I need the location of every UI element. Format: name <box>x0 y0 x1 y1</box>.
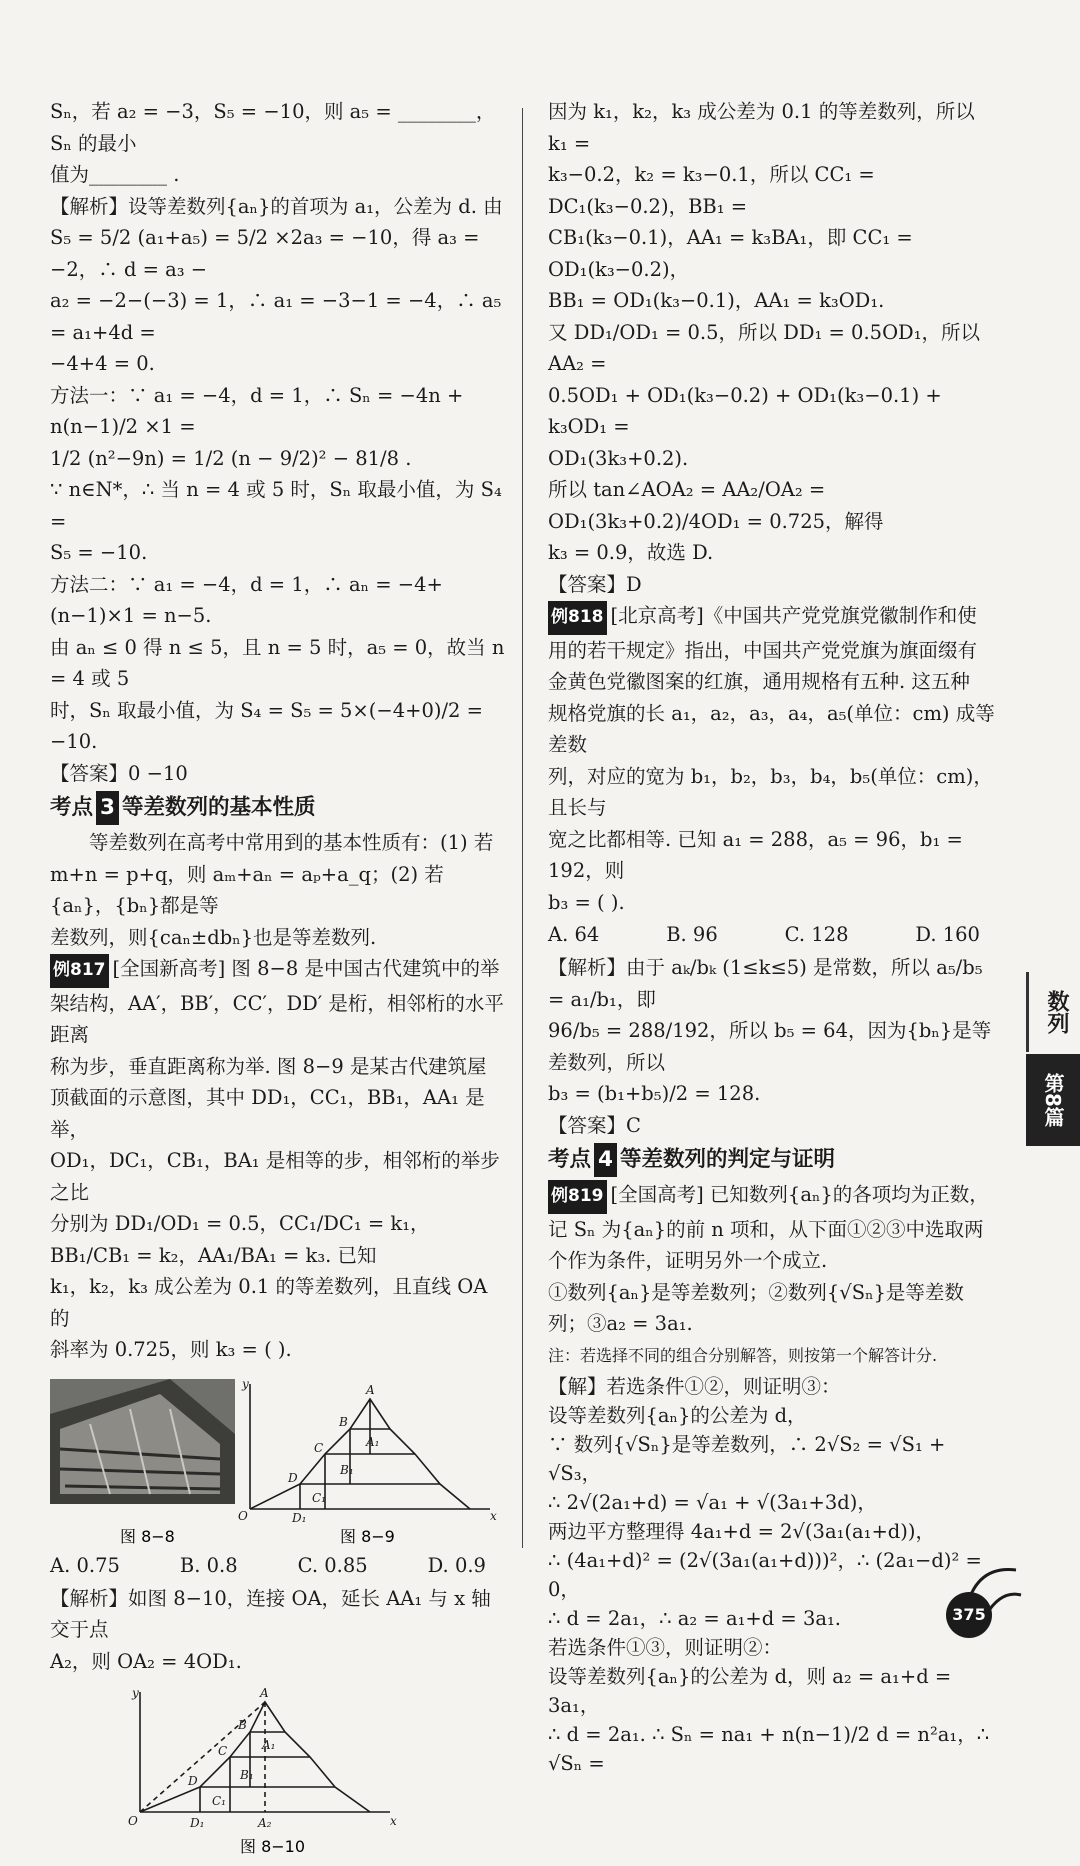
text-line: m+n = p+q，则 aₘ+aₙ = aₚ+a_q；(2) 若{aₙ}，{bₙ}都是等 <box>50 862 444 917</box>
option-c: C. 0.85 <box>297 1553 368 1577</box>
point-label: B <box>339 1414 348 1429</box>
option-b: B. 0.8 <box>179 1553 238 1577</box>
text-line: S₅ = 5/2 (a₁+a₅) = 5/2 ×2a₃ = −10，得 a₃ = −2，∴ d = a₃ − <box>50 226 480 281</box>
answer-line: 【答案】0 −10 <box>50 761 188 785</box>
text-line: S₅ = −10. <box>50 541 148 564</box>
axis-label: y <box>242 1376 249 1391</box>
section-number-badge: 4 <box>594 1143 617 1177</box>
option-d: D. 0.9 <box>427 1553 486 1577</box>
side-tab-topic: 数列 <box>1026 972 1080 1052</box>
column-divider <box>522 108 523 1548</box>
text-line: 架结构，AA′，BB′，CC′，DD′ 是桁，相邻桁的水平距离 <box>50 991 504 1046</box>
point-label: D <box>288 1470 298 1485</box>
options-818 <box>548 918 1000 952</box>
option-a: A. 0.75 <box>50 1553 120 1577</box>
text-line: 【解析】如图 8−10，连接 OA，延长 AA₁ 与 x 轴交于点 <box>50 1586 491 1641</box>
point-label: A₁ <box>262 1738 276 1752</box>
text-line: 个作为条件，证明另外一个成立. <box>548 1249 828 1272</box>
options-817 <box>50 1549 506 1583</box>
text-line: 列；③a₂ = 3a₁. <box>548 1312 693 1335</box>
text-line: 金黄色党徽图案的红旗，通用规格有五种. 这五种 <box>548 670 970 693</box>
text-line: 分别为 DD₁/OD₁ = 0.5，CC₁/DC₁ = k₁，BB₁/CB₁ = k₂，AA₁/BA₁ = k₃. 已知 <box>50 1212 430 1267</box>
text-line: k₃−0.2，k₂ = k₃−0.1，所以 CC₁ = DC₁(k₃−0.2)，BB₁ = <box>548 163 875 218</box>
example-tag: 例819 <box>548 1180 607 1214</box>
point-label: D <box>188 1774 198 1788</box>
option-a: A. 64 <box>548 923 600 946</box>
point-label: D₁ <box>292 1510 307 1525</box>
left-column <box>50 96 506 1866</box>
option-d: D. 160 <box>915 923 980 946</box>
point-label: O <box>238 1508 248 1523</box>
text-line: 1/2 (n²−9n) = 1/2 (n − 9/2)² − 81/8 . <box>50 446 412 470</box>
text-line: 方法一：∵ a₁ = −4，d = 1，∴ Sₙ = −4n + n(n−1)/2 ×1 = <box>50 383 464 438</box>
text-line: 规格党旗的长 a₁，a₂，a₃，a₄，a₅(单位：cm) 成等差数 <box>548 701 995 756</box>
text-line: −4+4 = 0. <box>50 352 155 375</box>
figure-caption: 图 8−8 <box>120 1526 175 1546</box>
text-line: 【解析】由于 aₖ/bₖ (1≤k≤5) 是常数，所以 a₅/b₅ = a₁/b₁，即 <box>548 956 983 1011</box>
text-line: b₃ = ( ). <box>548 890 625 914</box>
text-line: 由 aₙ ≤ 0 得 n ≤ 5，且 n = 5 时，a₅ = 0，故当 n = 4 或 5 <box>50 635 505 690</box>
text-line: a₂ = −2−(−3) = 1，∴ a₁ = −3−1 = −4，∴ a₅ = a₁+4d = <box>50 289 502 344</box>
text-line: A₂，则 OA₂ = 4OD₁. <box>50 1649 242 1673</box>
figure-caption: 图 8−10 <box>240 1837 306 1856</box>
text-line: 设等差数列{aₙ}的公差为 d， <box>548 1403 807 1427</box>
section-number-badge: 3 <box>96 791 119 825</box>
point-label: C₁ <box>312 1490 326 1505</box>
text-line: 用的若干规定》指出，中国共产党党旗为旗面缀有 <box>548 638 978 662</box>
figure-row-8-8-8-9 <box>50 1374 506 1549</box>
point-label: A <box>366 1382 375 1397</box>
text-line: 0.5OD₁ + OD₁(k₃−0.2) + OD₁(k₃−0.1) + k₃OD₁ = <box>548 383 942 438</box>
axis-label: x <box>390 1814 397 1828</box>
text-line: ∴ 2√(2a₁+d) = √a₁ + √(3a₁+3d)， <box>548 1490 877 1514</box>
example-817-header: 例817 [全国新高考] 图 8−8 是中国古代建筑中的举 <box>50 953 506 988</box>
page-number: 375 <box>946 1592 992 1638</box>
text-line: k₃ = 0.9，故选 D. <box>548 541 714 564</box>
text-line: 等差数列在高考中常用到的基本性质有：(1) 若 <box>89 831 494 854</box>
text-line: 时，Sₙ 取最小值，为 S₄ = S₅ = 5×(−4+0)/2 = −10. <box>50 698 483 753</box>
note-line: 注：若选择不同的组合分别解答，则按第一个解答计分. <box>548 1345 938 1365</box>
point-label: C <box>218 1744 228 1758</box>
option-c: C. 128 <box>784 923 849 946</box>
text-line: 两边平方整理得 4a₁+d = 2√(3a₁(a₁+d))， <box>548 1519 935 1543</box>
text-line: 96/b₅ = 288/192，所以 b₅ = 64，因为{bₙ}是等差数列，所以 <box>548 1019 992 1074</box>
figures-8-8-8-9 <box>50 1374 506 1549</box>
axis-label: y <box>132 1687 139 1700</box>
right-column <box>548 96 1000 1778</box>
text-line: 又 DD₁/OD₁ = 0.5，所以 DD₁ = 0.5OD₁，所以 AA₂ = <box>548 320 981 375</box>
point-label: C <box>314 1440 324 1455</box>
text-line: 【解析】设等差数列{aₙ}的首项为 a₁，公差为 d. 由 <box>50 194 503 218</box>
text-line: Sₙ，若 a₂ = −3，S₅ = −10，则 a₅ = ________，Sₙ 的最小 <box>50 100 496 155</box>
point-label: B <box>238 1718 247 1732</box>
text-line: ∴ d = 2a₁，∴ a₂ = a₁+d = 3a₁. <box>548 1606 842 1630</box>
text-line: 设等差数列{aₙ}的公差为 d，则 a₂ = a₁+d = 3a₁， <box>548 1664 952 1717</box>
answer-line: 【答案】D <box>548 572 642 596</box>
option-b: B. 96 <box>666 923 718 946</box>
text-line: 方法二：∵ a₁ = −4，d = 1，∴ aₙ = −4+(n−1)×1 = n−5. <box>50 572 443 627</box>
text-line: 若选条件①③，则证明②： <box>548 1635 783 1659</box>
figure-8-10 <box>50 1687 506 1866</box>
side-tab-part: 第8篇 <box>1026 1054 1080 1146</box>
point-label: B₁ <box>240 1768 254 1782</box>
text-line: 称为步，垂直距离称为举. 图 8−9 是某古代建筑屋 <box>50 1054 487 1078</box>
section-heading-kaodian4: 考点 4 等差数列的判定与证明 <box>548 1143 1000 1177</box>
text-line: 宽之比都相等. 已知 a₁ = 288，a₅ = 96，b₁ = 192，则 <box>548 827 963 882</box>
text-line: 顶截面的示意图，其中 DD₁，CC₁，BB₁，AA₁ 是举， <box>50 1086 485 1141</box>
text-line: 差数列，则{caₙ±dbₙ}也是等差数列. <box>50 925 377 949</box>
section-heading-kaodian3: 考点 3 等差数列的基本性质 <box>50 791 506 825</box>
text-line: 列，对应的宽为 b₁，b₂，b₃，b₄，b₅(单位：cm)，且长与 <box>548 764 993 819</box>
point-label: D₁ <box>190 1816 205 1830</box>
text-line: ∴ d = 2a₁. ∴ Sₙ = na₁ + n(n−1)/2 d = n²a₁，∴ √Sₙ = <box>548 1722 990 1775</box>
text-line: CB₁(k₃−0.1)，AA₁ = k₃BA₁，即 CC₁ = OD₁(k₃−0.2)， <box>548 226 913 281</box>
text-line: ①数列{aₙ}是等差数列；②数列{√Sₙ}是等差数 <box>548 1280 964 1304</box>
example-tag: 例817 <box>50 954 109 988</box>
text-line: 斜率为 0.725，则 k₃ = ( ). <box>50 1338 292 1361</box>
answer-line: 【答案】C <box>548 1113 641 1137</box>
point-label: A₂ <box>258 1816 272 1830</box>
point-label: A <box>260 1687 269 1700</box>
text-line: 记 Sₙ 为{aₙ}的前 n 项和，从下面①②③中选取两 <box>548 1217 984 1241</box>
chapter-side-tab <box>1026 972 1080 1144</box>
text-line: 【解】若选条件①②，则证明③： <box>548 1374 841 1398</box>
text-line: ∵ 数列{√Sₙ}是等差数列，∴ 2√S₂ = √S₁ + √S₃， <box>548 1432 946 1485</box>
text-line: 因为 k₁，k₂，k₃ 成公差为 0.1 的等差数列，所以 k₁ = <box>548 100 975 155</box>
example-819-header: 例819 [全国高考] 已知数列{aₙ}的各项均为正数， <box>548 1179 1000 1214</box>
text-line: OD₁(3k₃+0.2). <box>548 446 689 470</box>
text-line: BB₁ = OD₁(k₃−0.1)，AA₁ = k₃OD₁. <box>548 289 885 312</box>
example-818-header: 例818 [北京高考]《中国共产党党旗党徽制作和使 <box>548 600 1000 635</box>
example-tag: 例818 <box>548 601 607 635</box>
axis-label: x <box>490 1508 497 1523</box>
text-line: k₁，k₂，k₃ 成公差为 0.1 的等差数列，且直线 OA 的 <box>50 1275 488 1330</box>
text-line: 所以 tan∠AOA₂ = AA₂/OA₂ = OD₁(3k₃+0.2)/4OD₁ = 0.725，解得 <box>548 478 884 533</box>
roof-photo <box>50 1379 235 1504</box>
text-line: OD₁，DC₁，CB₁，BA₁ 是相等的步，相邻桁的举步之比 <box>50 1149 500 1204</box>
text-line: ∴ (4a₁+d)² = (2√(3a₁(a₁+d)))²，∴ (2a₁−d)² = 0， <box>548 1548 982 1601</box>
point-label: O <box>128 1814 138 1828</box>
point-label: C₁ <box>212 1794 226 1808</box>
point-label: A₁ <box>366 1434 380 1449</box>
text-line: ∵ n∈N*，∴ 当 n = 4 或 5 时，Sₙ 取最小值，为 S₄ = <box>50 478 502 533</box>
point-label: B₁ <box>340 1462 354 1477</box>
text-line: 值为________ . <box>50 163 180 186</box>
figure-caption: 图 8−9 <box>340 1526 395 1546</box>
text-line: b₃ = (b₁+b₅)/2 = 128. <box>548 1082 761 1105</box>
